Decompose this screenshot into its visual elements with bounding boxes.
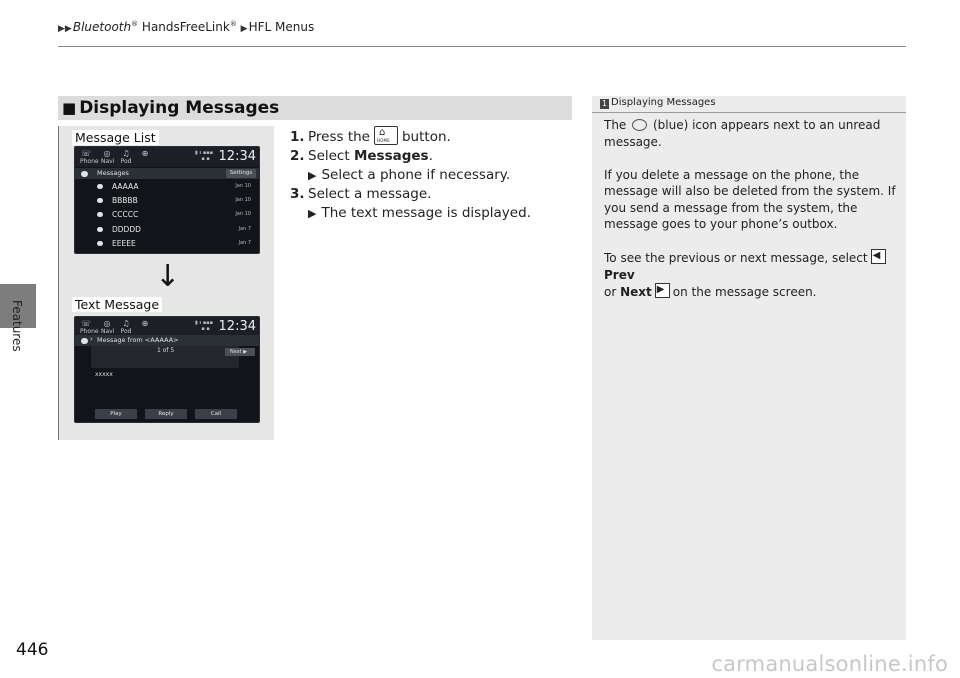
clock: 12:34 [218,149,256,164]
list-item[interactable]: BBBBB Jan 10 [75,194,259,208]
text-message-screen [74,316,260,423]
footer-watermark: carmanualsonline.info [711,652,948,676]
breadcrumb-part-bluetooth[interactable]: Bluetooth [72,20,132,34]
registered-mark: ® [131,20,139,28]
message-list-screen [74,146,260,254]
message-icon [97,241,103,246]
step-3-note: ▶ The text message is displayed. [308,205,531,221]
clock: 12:34 [218,319,256,334]
note-divider [592,112,906,113]
message-from-title: Message from <AAAAA> [97,336,179,344]
figure-label-message-list: Message List [72,130,159,145]
signal-indicators: ▮ ᵻ ▪▪▪ ▪ ▪ [195,320,213,332]
message-icon [97,227,103,232]
call-button[interactable]: Call [195,409,237,419]
note-index-icon: 1 [601,99,608,108]
section-heading-text: Displaying Messages [79,98,280,118]
step-2: 2. Select Messages. [290,148,433,164]
sub-step-arrow-icon: ▶ [308,207,317,220]
message-icon [81,338,88,344]
header-divider [58,46,906,47]
list-item[interactable]: AAAAA Jan 10 [75,180,259,194]
settings-button[interactable]: Settings [226,169,256,178]
message-icon [81,171,88,177]
note-paragraph-3: To see the previous or next message, select ◀ Prev or Next ▶ on the message screen. [604,249,896,301]
breadcrumb-part-handsfreelink[interactable]: HandsFreeLink [138,20,230,34]
list-item[interactable]: EEEEE Jan 7 [75,237,259,251]
note-paragraph-2: If you delete a message on the phone, the message will also be deleted from the system. If you send a message from the system, the message goes to your phone’s outbox. [604,167,896,231]
arrow-down-icon: ↓ [155,259,181,294]
step-1: 1. Press the ⌂ HOME button. [290,127,451,145]
breadcrumb-chevron-icon: › [90,335,93,343]
figure-label-text-message: Text Message [72,297,162,312]
breadcrumb [58,20,314,34]
breadcrumb-arrow-icon: ▶▶ [58,24,72,34]
breadcrumb-part-hfl-menus[interactable]: HFL Menus [248,20,315,34]
prev-arrow-icon: ◀ [871,249,886,264]
step-3: 3. Select a message. [290,186,432,202]
step-2-note: ▶ Select a phone if necessary. [308,167,511,183]
registered-mark: ® [229,20,237,28]
play-button[interactable]: Play [95,409,137,419]
home-button-icon: ⌂ HOME [374,126,398,145]
message-counter: 1 of 5 [157,347,175,354]
pod-icon: ♫ Pod [120,149,132,165]
navi-icon: ◎ Navi [101,319,115,335]
chapter-label: Features [10,300,24,352]
menu-icon: ⊕ [141,149,149,158]
message-bubble-icon [632,119,647,131]
breadcrumb-arrow-icon: ▶ [240,24,248,34]
message-title-bar [75,335,259,346]
procedure-steps [290,126,531,223]
list-item[interactable]: CCCCC Jan 10 [75,208,259,222]
message-body: xxxxx [95,371,113,378]
list-item[interactable]: DDDDD Jan 7 [75,223,259,237]
signal-indicators: ▮ ᵻ ▪▪▪ ▪ ▪ [195,150,213,162]
heading-square-icon: ■ [62,99,77,117]
next-button[interactable]: Next ▶ [225,348,255,356]
menu-icon: ⊕ [141,319,149,328]
message-icon [97,212,103,217]
status-bar [75,317,259,337]
message-icon [97,198,103,203]
sub-step-arrow-icon: ▶ [308,169,317,182]
section-heading [58,96,572,120]
page-number: 446 [16,640,49,660]
note-body [604,117,896,317]
navi-icon: ◎ Navi [101,149,115,165]
note-title: 1 Displaying Messages [601,97,716,108]
messages-title-bar [75,168,259,179]
note-paragraph-1: The (blue) icon appears next to an unread message. [604,118,881,149]
next-arrow-icon: ▶ [655,283,670,298]
message-icon [97,184,103,189]
pod-icon: ♫ Pod [120,319,132,335]
messages-title: Messages [97,169,129,177]
status-bar [75,147,259,167]
phone-icon: ☏ Phone [80,149,99,165]
reply-button[interactable]: Reply [145,409,187,419]
phone-icon: ☏ Phone [80,319,99,335]
